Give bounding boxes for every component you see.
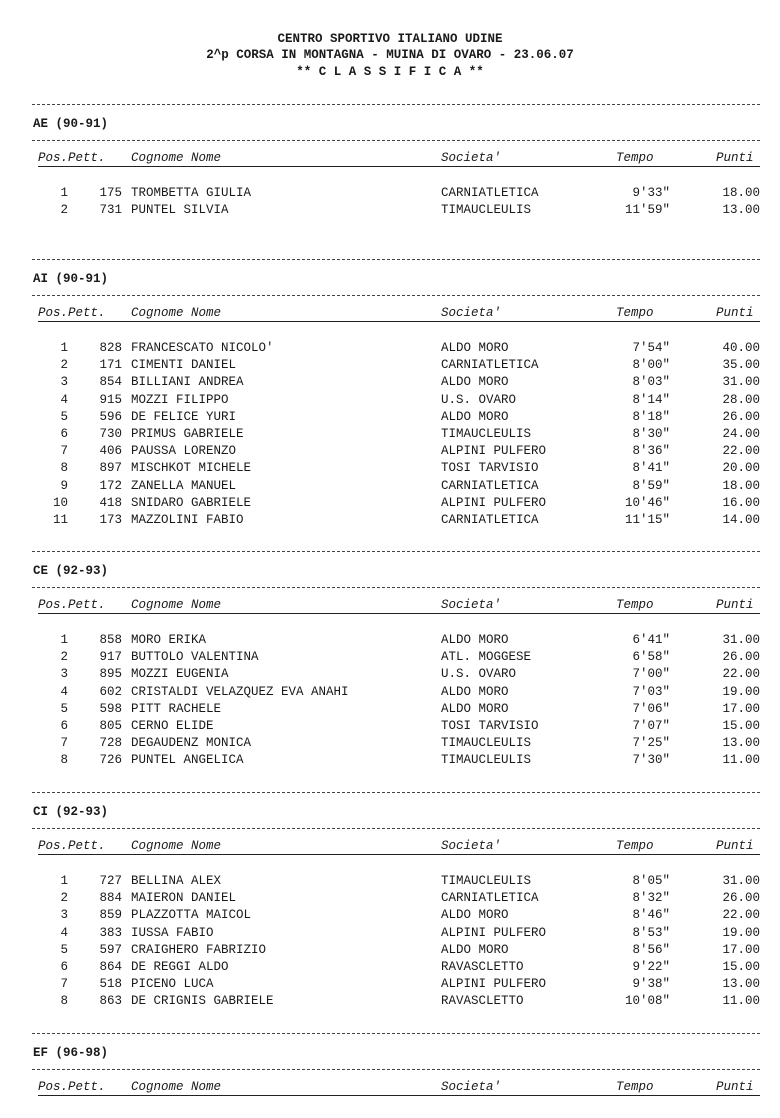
table-row <box>0 392 780 409</box>
club: TIMAUCLEULIS <box>441 874 532 888</box>
athlete-name: PRIMUS GABRIELE <box>131 426 244 441</box>
header-pos-pett: Pos.Pett. <box>38 1080 106 1094</box>
time: 7'07" <box>632 718 670 733</box>
header-tempo: Tempo <box>616 151 654 165</box>
header-societa: Societa' <box>441 306 502 320</box>
athlete-name: PITT RACHELE <box>131 701 222 716</box>
position: 2 <box>60 891 68 906</box>
category-label: AE (90-91) <box>33 117 109 131</box>
category-label: CI (92-93) <box>33 805 109 819</box>
club: TIMAUCLEULIS <box>441 203 532 218</box>
table-row <box>0 374 780 391</box>
header-name: Cognome Nome <box>131 1080 222 1094</box>
time: 8'05" <box>632 874 670 888</box>
points: 22.00 <box>722 444 760 459</box>
position: 1 <box>60 633 68 647</box>
category-label: CE (92-93) <box>33 564 109 578</box>
time: 9'38" <box>632 977 670 992</box>
club: CARNIATLETICA <box>441 478 539 493</box>
event-title: 2^p CORSA IN MONTAGNA - MUINA DI OVARO - 23.06.07 <box>206 48 574 62</box>
athlete-name: CRAIGHERO FABRIZIO <box>131 942 267 957</box>
time: 8'18" <box>632 409 670 424</box>
club: CARNIATLETICA <box>441 891 539 906</box>
column-header <box>38 838 760 855</box>
position: 1 <box>60 874 68 888</box>
header-tempo: Tempo <box>616 306 654 320</box>
dashed-divider <box>32 1033 760 1034</box>
column-header <box>38 305 760 322</box>
table-row <box>0 357 780 374</box>
club: TOSI TARVISIO <box>441 718 539 733</box>
time: 11'15" <box>624 512 670 527</box>
time: 7'25" <box>632 736 670 751</box>
position: 5 <box>60 409 68 424</box>
table-row <box>0 495 780 512</box>
position: 7 <box>60 736 68 751</box>
athlete-name: BILLIANI ANDREA <box>131 375 244 390</box>
position: 2 <box>60 358 68 373</box>
dashed-divider <box>32 104 760 105</box>
bib-number: 406 <box>99 444 122 459</box>
bib-number: 597 <box>99 942 122 957</box>
table-row <box>0 942 780 959</box>
table-row <box>0 185 780 202</box>
bib-number: 727 <box>99 874 122 888</box>
time: 7'00" <box>632 667 670 682</box>
points: 13.00 <box>722 736 760 751</box>
club: TIMAUCLEULIS <box>441 426 532 441</box>
table-row <box>0 925 780 942</box>
header-tempo: Tempo <box>616 598 654 612</box>
table-row <box>0 907 780 924</box>
table-row <box>0 460 780 477</box>
athlete-name: PICENO LUCA <box>131 977 214 992</box>
header-societa: Societa' <box>441 598 502 612</box>
position: 8 <box>60 994 68 1009</box>
position: 4 <box>60 925 68 940</box>
bib-number: 828 <box>99 341 122 355</box>
dashed-divider <box>32 587 760 588</box>
time: 9'22" <box>632 959 670 974</box>
points: 18.00 <box>722 478 760 493</box>
table-row <box>0 701 780 718</box>
bib-number: 858 <box>99 633 122 647</box>
table-row <box>0 873 780 890</box>
bib-number: 915 <box>99 392 122 407</box>
bib-number: 596 <box>99 409 122 424</box>
points: 16.00 <box>722 495 760 510</box>
time: 7'54" <box>632 341 670 355</box>
athlete-name: MOZZI EUGENIA <box>131 667 229 682</box>
bib-number: 854 <box>99 375 122 390</box>
points: 20.00 <box>722 461 760 476</box>
time: 6'41" <box>632 633 670 647</box>
athlete-name: MAIERON DANIEL <box>131 891 237 906</box>
time: 8'53" <box>632 925 670 940</box>
position: 4 <box>60 392 68 407</box>
club: TIMAUCLEULIS <box>441 753 532 768</box>
position: 6 <box>60 718 68 733</box>
bib-number: 518 <box>99 977 122 992</box>
time: 8'56" <box>632 942 670 957</box>
points: 31.00 <box>722 375 760 390</box>
club: U.S. OVARO <box>441 667 517 682</box>
position: 3 <box>60 908 68 923</box>
results-rows <box>0 873 780 1011</box>
position: 6 <box>60 959 68 974</box>
time: 8'32" <box>632 891 670 906</box>
results-rows <box>0 632 780 770</box>
athlete-name: CIMENTI DANIEL <box>131 358 237 373</box>
table-row <box>0 684 780 701</box>
athlete-name: DE CRIGNIS GABRIELE <box>131 994 274 1009</box>
time: 8'00" <box>632 358 670 373</box>
points: 26.00 <box>722 650 760 665</box>
results-rows <box>0 340 780 529</box>
bib-number: 731 <box>99 203 122 218</box>
header-pos-pett: Pos.Pett. <box>38 151 106 165</box>
athlete-name: MORO ERIKA <box>131 633 207 647</box>
club: RAVASCLETTO <box>441 994 524 1009</box>
bib-number: 863 <box>99 994 122 1009</box>
position: 6 <box>60 426 68 441</box>
points: 17.00 <box>722 942 760 957</box>
time: 6'58" <box>632 650 670 665</box>
bib-number: 172 <box>99 478 122 493</box>
position: 3 <box>60 375 68 390</box>
dashed-divider <box>32 259 760 260</box>
bib-number: 897 <box>99 461 122 476</box>
points: 11.00 <box>722 994 760 1009</box>
bib-number: 418 <box>99 495 122 510</box>
points: 31.00 <box>722 633 760 647</box>
position: 8 <box>60 461 68 476</box>
time: 10'46" <box>624 495 670 510</box>
club: TOSI TARVISIO <box>441 461 539 476</box>
athlete-name: PUNTEL SILVIA <box>131 203 229 218</box>
points: 26.00 <box>722 409 760 424</box>
organizer-title: CENTRO SPORTIVO ITALIANO UDINE <box>277 32 503 46</box>
dashed-divider <box>32 140 760 141</box>
athlete-name: PLAZZOTTA MAICOL <box>131 908 252 923</box>
position: 10 <box>52 495 68 510</box>
time: 8'59" <box>632 478 670 493</box>
club: TIMAUCLEULIS <box>441 736 532 751</box>
header-pos-pett: Pos.Pett. <box>38 839 106 853</box>
header-societa: Societa' <box>441 839 502 853</box>
club: ALPINI PULFERO <box>441 495 547 510</box>
points: 15.00 <box>722 718 760 733</box>
bib-number: 175 <box>99 186 122 200</box>
header-punti: Punti <box>716 151 754 165</box>
bib-number: 730 <box>99 426 122 441</box>
time: 7'30" <box>632 753 670 768</box>
bib-number: 864 <box>99 959 122 974</box>
club: ALPINI PULFERO <box>441 977 547 992</box>
position: 4 <box>60 684 68 699</box>
club: ALDO MORO <box>441 908 509 923</box>
bib-number: 171 <box>99 358 122 373</box>
header-name: Cognome Nome <box>131 151 222 165</box>
position: 3 <box>60 667 68 682</box>
table-row <box>0 512 780 529</box>
athlete-name: BELLINA ALEX <box>131 874 222 888</box>
points: 22.00 <box>722 908 760 923</box>
athlete-name: CERNO ELIDE <box>131 718 214 733</box>
header-punti: Punti <box>716 839 754 853</box>
table-row <box>0 959 780 976</box>
table-row <box>0 993 780 1010</box>
points: 26.00 <box>722 891 760 906</box>
bib-number: 917 <box>99 650 122 665</box>
table-row <box>0 718 780 735</box>
athlete-name: MISCHKOT MICHELE <box>131 461 252 476</box>
bib-number: 884 <box>99 891 122 906</box>
column-header <box>38 1079 760 1096</box>
points: 18.00 <box>722 186 760 200</box>
position: 1 <box>60 341 68 355</box>
bib-number: 895 <box>99 667 122 682</box>
points: 22.00 <box>722 667 760 682</box>
club: ALDO MORO <box>441 375 509 390</box>
points: 13.00 <box>722 203 760 218</box>
position: 5 <box>60 942 68 957</box>
time: 8'36" <box>632 444 670 459</box>
column-header <box>38 597 760 614</box>
club: ALPINI PULFERO <box>441 925 547 940</box>
table-row <box>0 202 780 219</box>
position: 7 <box>60 977 68 992</box>
bib-number: 805 <box>99 718 122 733</box>
table-row <box>0 409 780 426</box>
results-rows <box>0 185 780 219</box>
athlete-name: DE REGGI ALDO <box>131 959 229 974</box>
table-row <box>0 426 780 443</box>
athlete-name: BUTTOLO VALENTINA <box>131 650 259 665</box>
position: 1 <box>60 186 68 200</box>
header-societa: Societa' <box>441 1080 502 1094</box>
time: 7'03" <box>632 684 670 699</box>
time: 9'33" <box>632 186 670 200</box>
column-header <box>38 150 760 167</box>
header-societa: Societa' <box>441 151 502 165</box>
bib-number: 383 <box>99 925 122 940</box>
position: 2 <box>60 650 68 665</box>
club: U.S. OVARO <box>441 392 517 407</box>
table-row <box>0 666 780 683</box>
time: 8'14" <box>632 392 670 407</box>
category-label: AI (90-91) <box>33 272 109 286</box>
time: 7'06" <box>632 701 670 716</box>
athlete-name: CRISTALDI VELAZQUEZ EVA ANAHI <box>131 684 349 699</box>
club: ALDO MORO <box>441 684 509 699</box>
points: 24.00 <box>722 426 760 441</box>
points: 13.00 <box>722 977 760 992</box>
bib-number: 859 <box>99 908 122 923</box>
points: 17.00 <box>722 701 760 716</box>
header-name: Cognome Nome <box>131 598 222 612</box>
club: CARNIATLETICA <box>441 512 539 527</box>
table-row <box>0 478 780 495</box>
points: 15.00 <box>722 959 760 974</box>
header-punti: Punti <box>716 306 754 320</box>
header-tempo: Tempo <box>616 1080 654 1094</box>
position: 5 <box>60 701 68 716</box>
bib-number: 598 <box>99 701 122 716</box>
header-tempo: Tempo <box>616 839 654 853</box>
header-name: Cognome Nome <box>131 306 222 320</box>
header-pos-pett: Pos.Pett. <box>38 598 106 612</box>
table-row <box>0 632 780 649</box>
points: 14.00 <box>722 512 760 527</box>
athlete-name: MAZZOLINI FABIO <box>131 512 244 527</box>
club: ALDO MORO <box>441 341 509 355</box>
athlete-name: DE FELICE YURI <box>131 409 237 424</box>
time: 8'30" <box>632 426 670 441</box>
points: 31.00 <box>722 874 760 888</box>
club: ALDO MORO <box>441 633 509 647</box>
dashed-divider <box>32 828 760 829</box>
athlete-name: PUNTEL ANGELICA <box>131 753 244 768</box>
club: RAVASCLETTO <box>441 959 524 974</box>
club: ATL. MOGGESE <box>441 650 532 665</box>
table-row <box>0 340 780 357</box>
club: ALDO MORO <box>441 409 509 424</box>
position: 7 <box>60 444 68 459</box>
dashed-divider <box>32 792 760 793</box>
time: 8'41" <box>632 461 670 476</box>
athlete-name: SNIDARO GABRIELE <box>131 495 252 510</box>
header-punti: Punti <box>716 1080 754 1094</box>
club: CARNIATLETICA <box>441 358 539 373</box>
athlete-name: MOZZI FILIPPO <box>131 392 229 407</box>
dashed-divider <box>32 551 760 552</box>
athlete-name: PAUSSA LORENZO <box>131 444 237 459</box>
time: 8'46" <box>632 908 670 923</box>
header-punti: Punti <box>716 598 754 612</box>
points: 40.00 <box>722 341 760 355</box>
points: 35.00 <box>722 358 760 373</box>
ranking-title: ** C L A S S I F I C A ** <box>296 65 484 79</box>
bib-number: 173 <box>99 512 122 527</box>
header-pos-pett: Pos.Pett. <box>38 306 106 320</box>
table-row <box>0 649 780 666</box>
table-row <box>0 976 780 993</box>
points: 19.00 <box>722 684 760 699</box>
table-row <box>0 443 780 460</box>
bib-number: 602 <box>99 684 122 699</box>
points: 19.00 <box>722 925 760 940</box>
dashed-divider <box>32 295 760 296</box>
athlete-name: TROMBETTA GIULIA <box>131 186 252 200</box>
club: CARNIATLETICA <box>441 186 539 200</box>
table-row <box>0 890 780 907</box>
club: ALPINI PULFERO <box>441 444 547 459</box>
time: 10'08" <box>624 994 670 1009</box>
dashed-divider <box>32 1069 760 1070</box>
position: 8 <box>60 753 68 768</box>
time: 8'03" <box>632 375 670 390</box>
time: 11'59" <box>624 203 670 218</box>
table-row <box>0 752 780 769</box>
position: 2 <box>60 203 68 218</box>
position: 11 <box>52 512 68 527</box>
athlete-name: DEGAUDENZ MONICA <box>131 736 252 751</box>
bib-number: 726 <box>99 753 122 768</box>
category-label: EF (96-98) <box>33 1046 109 1060</box>
bib-number: 728 <box>99 736 122 751</box>
club: ALDO MORO <box>441 942 509 957</box>
points: 28.00 <box>722 392 760 407</box>
position: 9 <box>60 478 68 493</box>
points: 11.00 <box>722 753 760 768</box>
club: ALDO MORO <box>441 701 509 716</box>
athlete-name: FRANCESCATO NICOLO' <box>131 341 274 355</box>
table-row <box>0 735 780 752</box>
header-name: Cognome Nome <box>131 839 222 853</box>
athlete-name: ZANELLA MANUEL <box>131 478 237 493</box>
athlete-name: IUSSA FABIO <box>131 925 214 940</box>
